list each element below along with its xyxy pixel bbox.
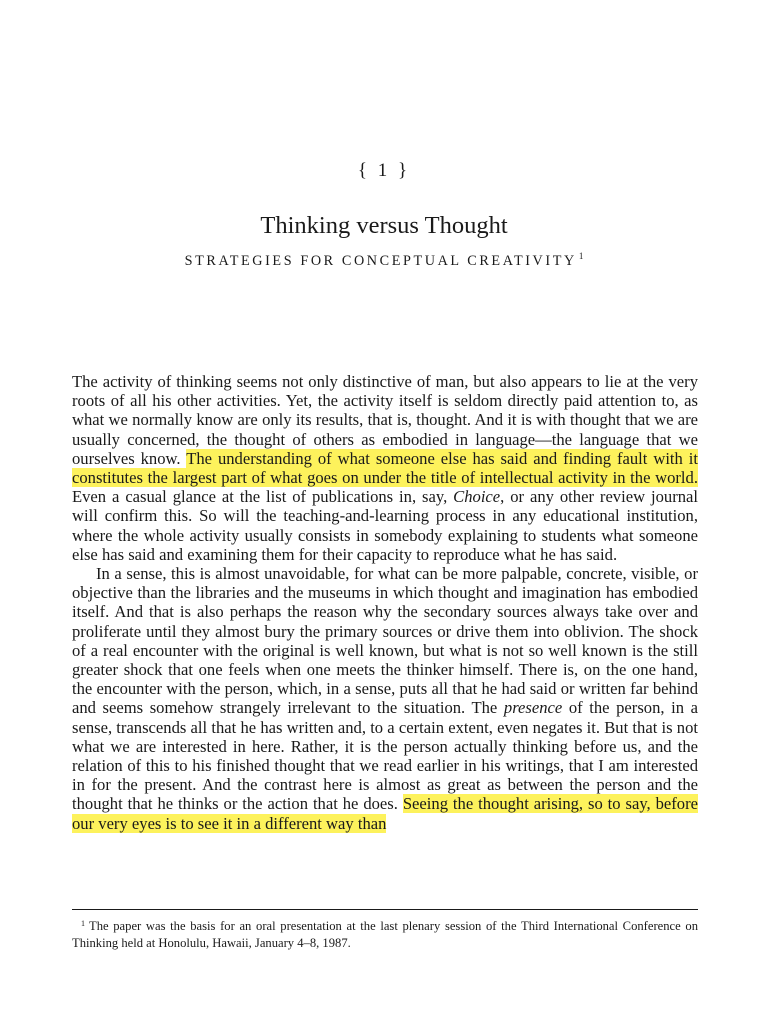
chapter-number: { 1 } — [357, 160, 411, 181]
footnote-divider — [72, 909, 698, 910]
highlighted-text: The understanding of what someone else has said and finding fault with it constitutes the largest part of what goes on under the title of intellectual activity in the world. — [72, 448, 698, 488]
footnote-marker: 1 — [81, 919, 85, 928]
body-text — [72, 372, 698, 833]
body-paragraph — [72, 372, 698, 564]
italic-text: Choice — [453, 487, 501, 507]
subtitle-footnote-marker: 1 — [578, 251, 584, 261]
footnote — [72, 916, 698, 951]
paragraph-text: Even a casual glance at the list of publications in, say, — [72, 487, 454, 507]
paragraph-text: , or any other review journal will confirm this. So will the teaching-and-learning process in any educational institution, where the whole activity usually consists in somebody explaining to students what someone else has said and examining them for their capacity to reproduce what he has said. — [72, 487, 698, 564]
footnote-text: The paper was the basis for an oral presentation at the last plenary session of the Third International Conference on Thinking held at Honolulu, Hawaii, January 4–8, 1987. — [72, 919, 698, 950]
paragraph-text: In a sense, this is almost unavoidable, for what can be more palpable, concrete, visible, or objective than the libraries and the museums in which thought and imagination has embodied itself. And that is also perhaps the reason why the secondary sources always take over and proliferate until they almost bury the primary sources or drive them into oblivion. The shock of a real encounter with the original is well known, but what is not so well known is the still greater shock that one feels when one meets the thinker himself. There is, on the one hand, the encounter with the person, which, in a sense, puts all that he had said or written far behind and seems somehow strangely irrelevant to the situation. The — [72, 564, 698, 718]
subtitle-text: STRATEGIES FOR CONCEPTUAL CREATIVITY — [184, 253, 577, 269]
italic-text: presence — [503, 698, 563, 718]
chapter-subtitle — [0, 251, 768, 270]
paragraph-text: of the person, in a sense, transcends all that he has written and, to a certain extent, even negates it. But that is not what we are interested in here. Rather, it is the person actually thinking before us, and the relation of this to his finished thought that we read earlier in his writings, that I am interested in for the present. And the contrast here is almost as great as between the person and the thought that he thinks or the action that he does. — [72, 698, 698, 814]
highlighted-text: Seeing the thought arising, so to say, before our very eyes is to see it in a different way than — [72, 794, 698, 833]
body-paragraph — [72, 564, 698, 833]
paragraph-text: The activity of thinking seems not only distinctive of man, but also appears to lie at the very roots of all his other activities. Yet, the activity itself is seldom directly paid attention to, as what we normally know are only its results, that is, thought. And it is with thought that we are usually concerned, the thought of others as embodied in language—the language that we ourselves know. — [72, 372, 698, 468]
chapter-title: Thinking versus Thought — [260, 212, 508, 239]
